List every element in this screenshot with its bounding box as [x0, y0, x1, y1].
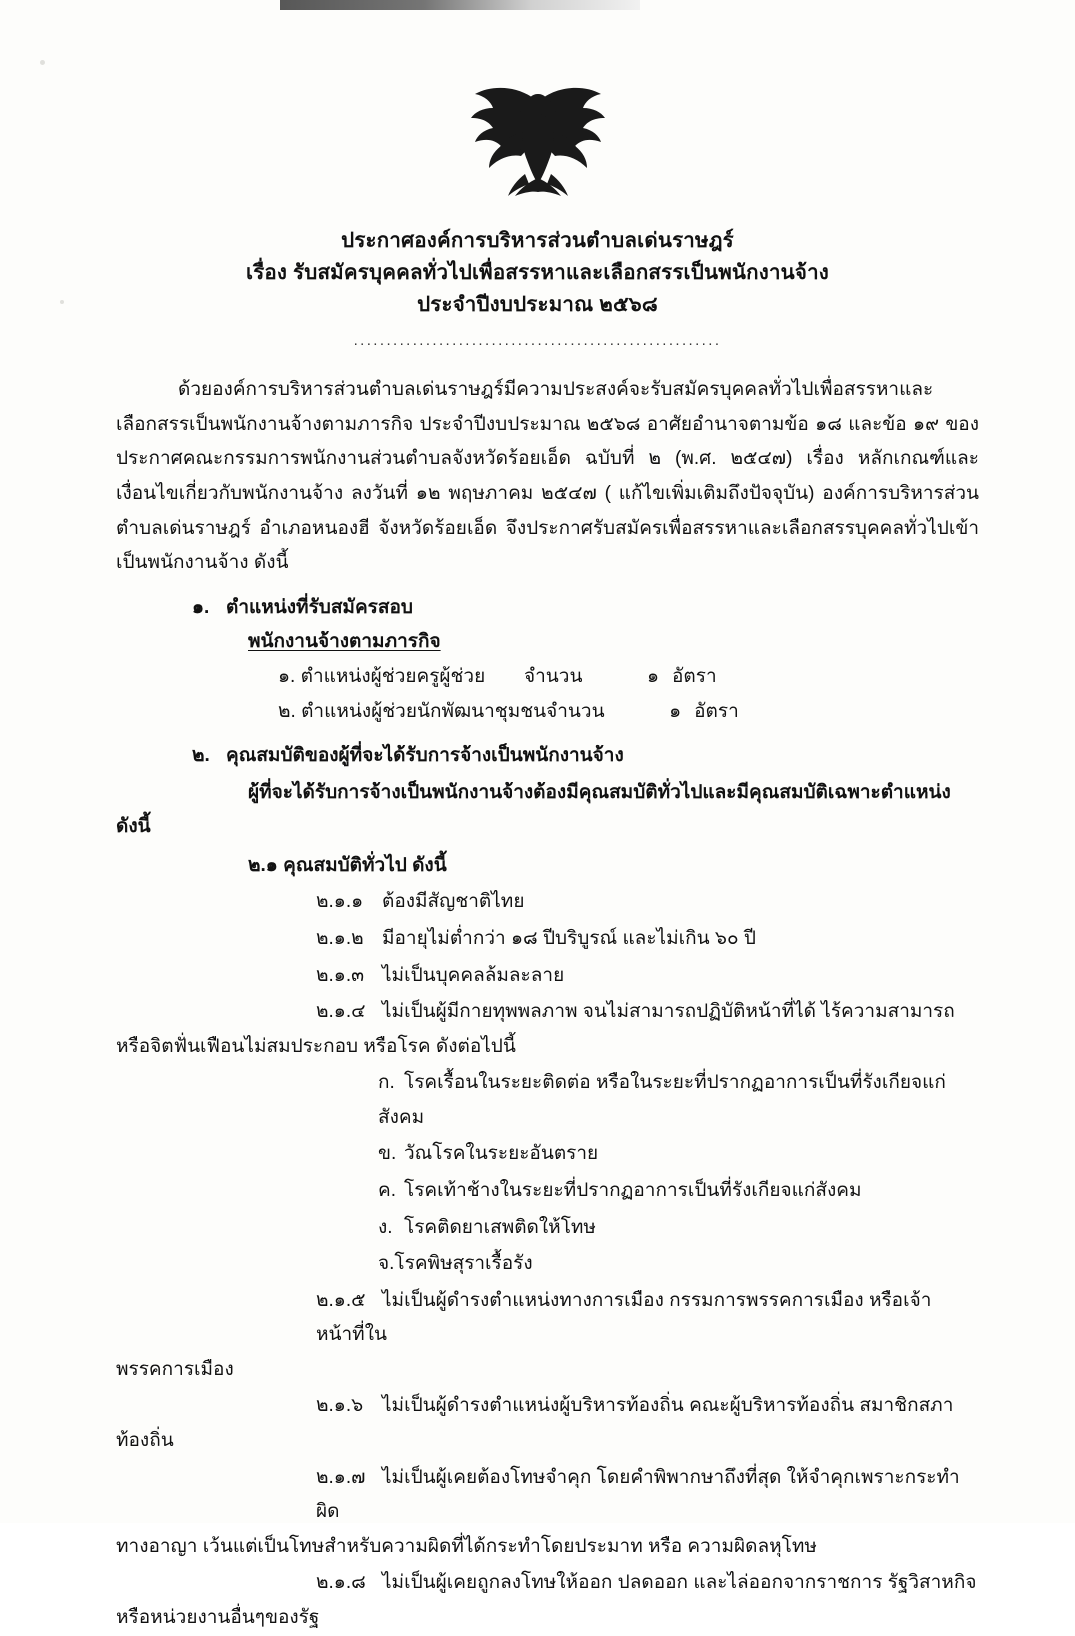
- section-2-lead: [116, 776, 979, 845]
- item-2-1-6-text-line-1: ไม่เป็นผู้ดำรงตำแหน่งผู้บริหารท้องถิ่น คณะผู้บริหารท้องถิ่น สมาชิกสภา: [382, 1395, 954, 1417]
- item-2-1-8-label: ๒.๑.๘: [316, 1572, 366, 1594]
- section-1-heading: [192, 591, 979, 626]
- position-1-name: ๑. ตำแหน่งผู้ช่วยครูผู้ช่วย: [278, 665, 486, 687]
- item-2-1-8: [116, 1566, 979, 1635]
- document-title-block: [0, 225, 1075, 320]
- disease-letter-a-text: โรคเรื้อนในระยะติดต่อ หรือในระยะที่ปรากฏอาการเป็นที่รังเกียจแก่สังคม: [378, 1072, 946, 1128]
- item-2-1-2-text: มีอายุไม่ต่ำกว่า ๑๘ ปีบริบูรณ์ และไม่เกิน ๖๐ ปี: [382, 927, 756, 949]
- disease-letter-b-label: ข.: [378, 1143, 397, 1165]
- item-2-1-5: [116, 1284, 979, 1388]
- section-2-number: ๒.: [192, 745, 210, 767]
- item-2-1-1: [316, 885, 979, 920]
- disease-letter-d-label: ง.: [378, 1216, 393, 1238]
- decorative-divider: ........................................................: [353, 332, 722, 350]
- intro-paragraph: [116, 373, 979, 580]
- item-2-1-1-label: ๒.๑.๑: [316, 891, 364, 913]
- item-2-1-3-text: ไม่เป็นบุคคลล้มละลาย: [382, 964, 565, 986]
- document-body: [116, 373, 979, 1635]
- item-2-1-7-text-line-1: ไม่เป็นผู้เคยต้องโทษจำคุก โดยคำพิพากษาถึงที่สุด ให้จำคุกเพราะกระทำผิด: [316, 1466, 960, 1523]
- item-2-1-4-text-line-2: หรือจิตฟั่นเฟือนไม่สมประกอบ หรือโรค ดังต่อไปนี้: [116, 1035, 516, 1057]
- item-2-1-8-text-line-1: ไม่เป็นผู้เคยถูกลงโทษให้ออก ปลดออก และไล่ออกจากราชการ รัฐวิสาหกิจ: [382, 1572, 977, 1594]
- item-2-1-6-label: ๒.๑.๖: [316, 1395, 364, 1417]
- subsection-2-1-heading: ๒.๑ คุณสมบัติทั่วไป ดังนี้: [248, 854, 447, 876]
- title-line-2: เรื่อง รับสมัครบุคคลทั่วไปเพื่อสรรหาและเลือกสรรเป็นพนักงานจ้าง: [246, 260, 829, 284]
- disease-letter-e: [378, 1247, 979, 1282]
- position-2-count: ๑: [669, 700, 682, 722]
- item-2-1-2-label: ๒.๑.๒: [316, 927, 364, 949]
- disease-letter-d: [378, 1211, 979, 1246]
- section-2: [116, 739, 979, 1635]
- disease-letter-b: [378, 1137, 979, 1172]
- emblem-container: [0, 0, 1075, 211]
- item-2-1-1-text: ต้องมีสัญชาติไทย: [382, 891, 525, 913]
- disease-letter-a-label: ก.: [378, 1072, 395, 1094]
- item-2-1-4: [116, 995, 979, 1064]
- item-2-1-3: [316, 959, 979, 994]
- section-2-heading-text: คุณสมบัติของผู้ที่จะได้รับการจ้างเป็นพนักงานจ้าง: [226, 745, 624, 767]
- position-2-label: จำนวน: [546, 700, 605, 722]
- item-2-1-7-label: ๒.๑.๗: [316, 1466, 366, 1488]
- garuda-emblem-icon: [463, 78, 613, 206]
- disease-letter-c-text: โรคเท้าช้างในระยะที่ปรากฏอาการเป็นที่รังเกียจแก่สังคม: [404, 1180, 862, 1202]
- position-1-unit: อัตรา: [672, 665, 717, 687]
- item-2-1-4-label: ๒.๑.๔: [316, 1001, 366, 1023]
- item-2-1-4-text-line-1: ไม่เป็นผู้มีกายทุพพลภาพ จนไม่สามารถปฏิบัติหน้าที่ได้ ไร้ความสามารถ: [382, 1001, 955, 1023]
- title-line-1: ประกาศองค์การบริหารส่วนตำบลเด่นราษฎร์: [341, 229, 734, 252]
- position-row-2: [278, 695, 979, 730]
- section-1-subheading: พนักงานจ้างตามภารกิจ: [248, 631, 441, 653]
- section-1-heading-text: ตำแหน่งที่รับสมัครสอบ: [226, 596, 413, 618]
- disease-letter-a: [378, 1066, 979, 1135]
- item-2-1-6-text-line-2: ท้องถิ่น: [116, 1430, 174, 1452]
- item-2-1-7: [116, 1461, 979, 1565]
- item-2-1-5-text-line-2: พรรคการเมือง: [116, 1358, 234, 1380]
- intro-paragraph-text: ด้วยองค์การบริหารส่วนตำบลเด่นราษฎร์มีความประสงค์จะรับสมัครบุคคลทั่วไปเพื่อสรรหาและเลือกสรรเป็นพนักงานจ้างตามภารกิจ ประจำปีงบประมาณ ๒๕๖๘ อาศัยอำนาจตามข้อ ๑๘ และข้อ ๑๙ ของประกาศคณะกรรมการพนักงานส่วนตำบลจังหวัดร้อยเอ็ด ฉบับที่ ๒ (พ.ศ. ๒๕๔๗) เรื่อง หลักเกณฑ์และเงื่อนไขเกี่ยวกับพนักงานจ้าง ลงวันที่ ๑๒ พฤษภาคม ๒๕๔๗ ( แก้ไขเพิ่มเติมถึงปัจจุบัน) องค์การบริหารส่วนตำบลเด่นราษฎร์ อำเภอหนองฮี จังหวัดร้อยเอ็ด จึงประกาศรับสมัครเพื่อสรรหาและเลือกสรรบุคคลทั่วไปเข้าเป็นพนักงานจ้าง ดังนี้: [116, 379, 979, 574]
- disease-letter-c: [378, 1174, 979, 1209]
- position-1-count: ๑: [646, 665, 660, 687]
- section-2-heading: [192, 739, 979, 774]
- item-2-1-8-text-line-2: หรือหน่วยงานอื่นๆของรัฐ: [116, 1606, 320, 1628]
- item-2-1-5-label: ๒.๑.๕: [316, 1289, 366, 1311]
- section-1: [116, 591, 979, 729]
- section-1-number: ๑.: [192, 596, 210, 618]
- item-2-1-6: [116, 1389, 979, 1458]
- position-1-label: จำนวน: [524, 665, 583, 687]
- disease-letter-d-text: โรคติดยาเสพติดให้โทษ: [404, 1216, 596, 1238]
- disease-letter-c-label: ค.: [378, 1180, 396, 1202]
- disease-letter-e-text: โรคพิษสุราเรื้อรัง: [394, 1253, 533, 1275]
- item-2-1-2: [316, 922, 979, 957]
- disease-letter-e-label: จ.: [378, 1253, 395, 1275]
- position-2-name: ๒. ตำแหน่งผู้ช่วยนักพัฒนาชุมชน: [278, 700, 547, 722]
- disease-letter-b-text: วัณโรคในระยะอันตราย: [404, 1143, 599, 1165]
- item-2-1-5-text-line-1: ไม่เป็นผู้ดำรงตำแหน่งทางการเมือง กรรมการพรรคการเมือง หรือเจ้าหน้าที่ใน: [316, 1289, 932, 1346]
- title-line-3: ประจำปีงบประมาณ ๒๕๖๘: [417, 292, 658, 316]
- item-2-1-7-text-line-2: ทางอาญา เว้นแต่เป็นโทษสำหรับความผิดที่ได้กระทำโดยประมาท หรือ ความผิดลหุโทษ: [116, 1535, 817, 1557]
- position-2-unit: อัตรา: [694, 700, 739, 722]
- section-2-lead-line-1: ผู้ที่จะได้รับการจ้างเป็นพนักงานจ้างต้องมีคุณสมบัติทั่วไปและมีคุณสมบัติเฉพาะตำแหน่ง: [248, 781, 951, 803]
- position-row-1: [278, 660, 979, 695]
- section-2-lead-line-2: ดังนี้: [116, 816, 151, 838]
- item-2-1-3-label: ๒.๑.๓: [316, 964, 365, 986]
